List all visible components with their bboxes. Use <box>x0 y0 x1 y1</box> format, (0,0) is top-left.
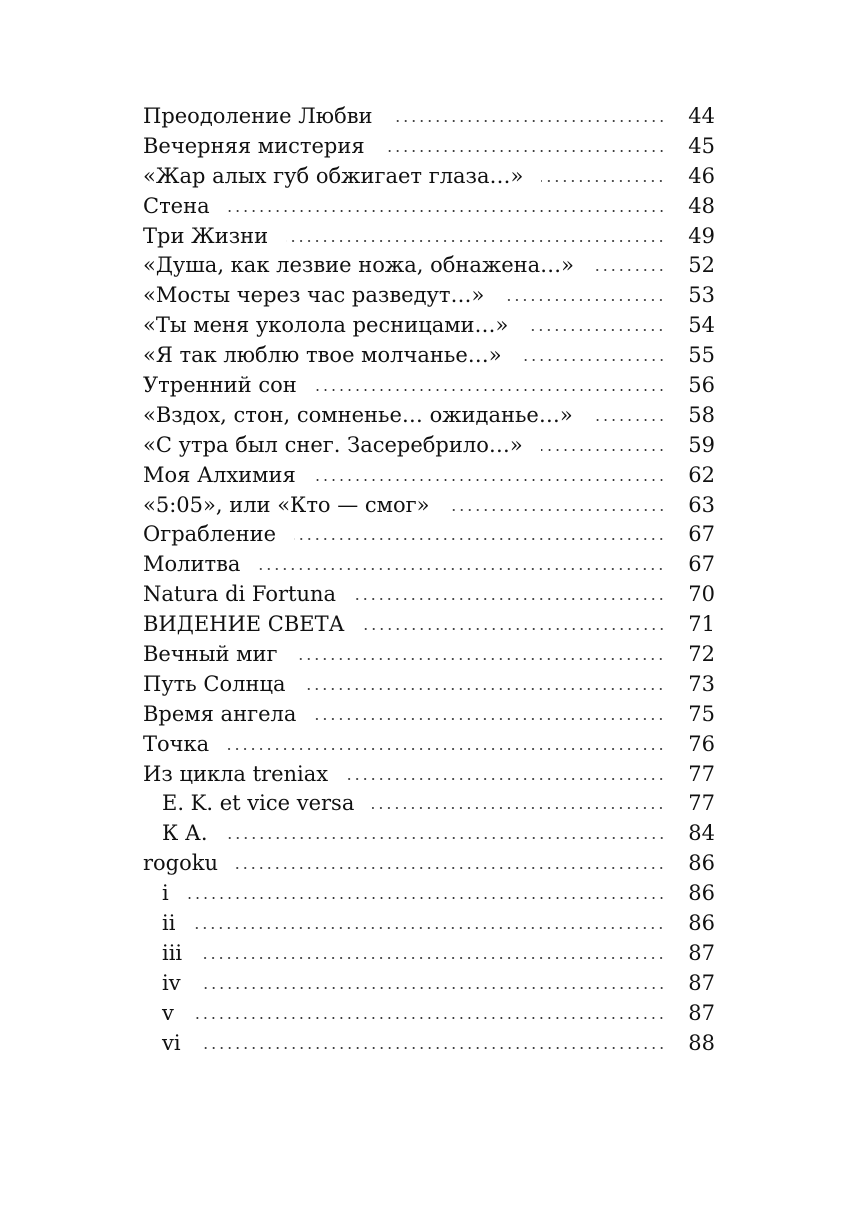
toc-entry-page-number: 62 <box>688 462 715 487</box>
toc-entry <box>143 700 715 730</box>
toc-entry-title: Преодоление Любви <box>143 104 373 128</box>
toc-entry <box>143 999 715 1029</box>
toc-entry <box>143 132 715 162</box>
toc-entry <box>143 1029 715 1059</box>
toc-entry-page-number: 87 <box>688 940 715 965</box>
toc-entry-page-number: 77 <box>688 761 715 786</box>
dot-leader <box>520 359 666 361</box>
toc-entry-title: Вечерняя мистерия <box>143 133 365 158</box>
dot-leader <box>200 957 665 959</box>
toc-entry-page-number: 71 <box>688 612 715 637</box>
toc-entry-page-number: 45 <box>688 133 715 158</box>
toc-entry <box>143 610 715 640</box>
dot-leader <box>294 538 665 540</box>
dot-leader <box>228 210 666 212</box>
toc-entry <box>143 939 715 969</box>
dot-leader <box>199 1047 666 1049</box>
toc-entry-title: Вечный миг <box>143 642 278 667</box>
toc-entry-page-number: 87 <box>688 1000 715 1025</box>
dot-leader <box>258 568 665 570</box>
toc-entry-title: «Я так люблю твое молчанье…» <box>143 343 502 368</box>
dot-leader <box>448 509 666 511</box>
toc-entry-title: ВИДЕНИЕ СВЕТА <box>143 612 345 637</box>
toc-entry <box>143 281 715 311</box>
toc-entry <box>143 789 715 819</box>
toc-entry-title: Моя Алхимия <box>143 462 296 487</box>
dot-leader <box>541 449 666 451</box>
toc-entry-title: Natura di Fortuna <box>143 582 337 607</box>
table-of-contents <box>143 102 715 1059</box>
toc-entry-title: i <box>162 881 169 906</box>
toc-entry-title: «Душа, как лезвие ножа, обнажена…» <box>143 253 575 278</box>
toc-entry-page-number: 76 <box>688 731 715 756</box>
toc-entry-page-number: 54 <box>688 313 715 338</box>
toc-entry <box>143 879 715 909</box>
dot-leader <box>363 628 666 630</box>
toc-entry-title: ii <box>162 911 176 936</box>
dot-leader <box>227 748 665 750</box>
toc-entry-title: Три Жизни <box>143 223 269 248</box>
toc-entry-title: «Вздох, стон, сомненье… ожиданье…» <box>143 402 573 427</box>
toc-entry-title: Утренний сон <box>143 373 297 398</box>
toc-entry <box>143 401 715 431</box>
dot-leader <box>502 299 665 301</box>
dot-leader <box>314 479 666 481</box>
toc-entry-title: «С утра был снег. Засеребрило…» <box>143 432 523 457</box>
dot-leader <box>295 658 665 660</box>
toc-entry-title: iv <box>162 970 181 995</box>
toc-entry-title: Точка <box>143 731 210 756</box>
toc-entry-title: «Мосты через час разведут…» <box>143 283 485 308</box>
dot-leader <box>314 718 665 720</box>
toc-entry-page-number: 87 <box>688 970 715 995</box>
toc-entry-title: «Ты меня уколола ресницами…» <box>143 313 509 338</box>
toc-entry <box>143 969 715 999</box>
dot-leader <box>372 807 665 809</box>
toc-entry-title: E. K. et vice versa <box>162 791 355 816</box>
dot-leader <box>236 867 665 869</box>
toc-entry <box>143 730 715 760</box>
dot-leader <box>199 987 666 989</box>
toc-entry-page-number: 63 <box>688 492 715 517</box>
toc-entry <box>143 491 715 521</box>
toc-entry-page-number: 86 <box>688 851 715 876</box>
toc-entry <box>143 431 715 461</box>
toc-entry <box>143 909 715 939</box>
toc-entry <box>143 819 715 849</box>
toc-entry-title: К А. <box>162 821 208 846</box>
toc-entry <box>143 102 715 132</box>
toc-entry <box>143 371 715 401</box>
toc-entry-page-number: 52 <box>688 253 715 278</box>
toc-entry-title: «Жар алых губ обжигает глаза…» <box>143 163 524 188</box>
dot-leader <box>226 837 666 839</box>
toc-entry-page-number: 48 <box>688 193 715 218</box>
toc-entry-title: Путь Солнца <box>143 671 286 696</box>
toc-entry-title: Молитва <box>143 552 241 577</box>
toc-entry <box>143 550 715 580</box>
toc-entry-title: vi <box>162 1030 181 1055</box>
toc-entry-page-number: 72 <box>688 642 715 667</box>
dot-leader <box>286 240 665 242</box>
dot-leader <box>526 329 665 331</box>
toc-entry-page-number: 84 <box>688 821 715 846</box>
toc-entry-page-number: 59 <box>688 432 715 457</box>
toc-entry-title: Стена <box>143 193 210 218</box>
dot-leader <box>591 419 666 421</box>
toc-entry-page-number: 67 <box>688 522 715 547</box>
toc-entry-page-number: 58 <box>688 402 715 427</box>
toc-entry-title: Ограбление <box>143 522 277 547</box>
toc-entry-page-number: 44 <box>688 104 715 128</box>
dot-leader <box>354 598 665 600</box>
dot-leader <box>303 688 665 690</box>
dot-leader <box>391 120 666 122</box>
toc-entry <box>143 580 715 610</box>
toc-entry-page-number: 46 <box>688 163 715 188</box>
toc-entry <box>143 192 715 222</box>
dot-leader <box>383 150 666 152</box>
dot-leader <box>187 897 666 899</box>
dot-leader <box>346 778 665 780</box>
toc-entry-title: rogoku <box>143 851 219 876</box>
toc-entry-page-number: 55 <box>688 343 715 368</box>
toc-entry <box>143 760 715 790</box>
toc-entry-page-number: 67 <box>688 552 715 577</box>
toc-entry-page-number: 86 <box>688 881 715 906</box>
toc-entry-page-number: 53 <box>688 283 715 308</box>
toc-entry-title: Из цикла treniax <box>143 761 329 786</box>
toc-entry <box>143 251 715 281</box>
toc-entry-page-number: 73 <box>688 671 715 696</box>
toc-entry <box>143 849 715 879</box>
toc-entry <box>143 461 715 491</box>
toc-entry-page-number: 88 <box>688 1030 715 1055</box>
toc-entry <box>143 341 715 371</box>
toc-entry-page-number: 70 <box>688 582 715 607</box>
toc-entry-page-number: 77 <box>688 791 715 816</box>
toc-entry-title: iii <box>162 940 183 965</box>
toc-entry-title: v <box>162 1000 174 1025</box>
toc-entry <box>143 520 715 550</box>
toc-entry <box>143 311 715 341</box>
dot-leader <box>592 269 665 271</box>
toc-entry-page-number: 75 <box>688 701 715 726</box>
toc-entry <box>143 162 715 192</box>
dot-leader <box>192 1017 665 1019</box>
toc-entry-page-number: 86 <box>688 911 715 936</box>
dot-leader <box>541 180 665 182</box>
toc-entry-page-number: 56 <box>688 373 715 398</box>
dot-leader <box>193 927 665 929</box>
dot-leader <box>315 389 666 391</box>
toc-entry <box>143 222 715 252</box>
toc-entry-page-number: 49 <box>688 223 715 248</box>
toc-entry-title: Время ангела <box>143 701 297 726</box>
toc-entry <box>143 670 715 700</box>
toc-entry-title: «5:05», или «Кто — смог» <box>143 492 430 517</box>
toc-entry <box>143 640 715 670</box>
